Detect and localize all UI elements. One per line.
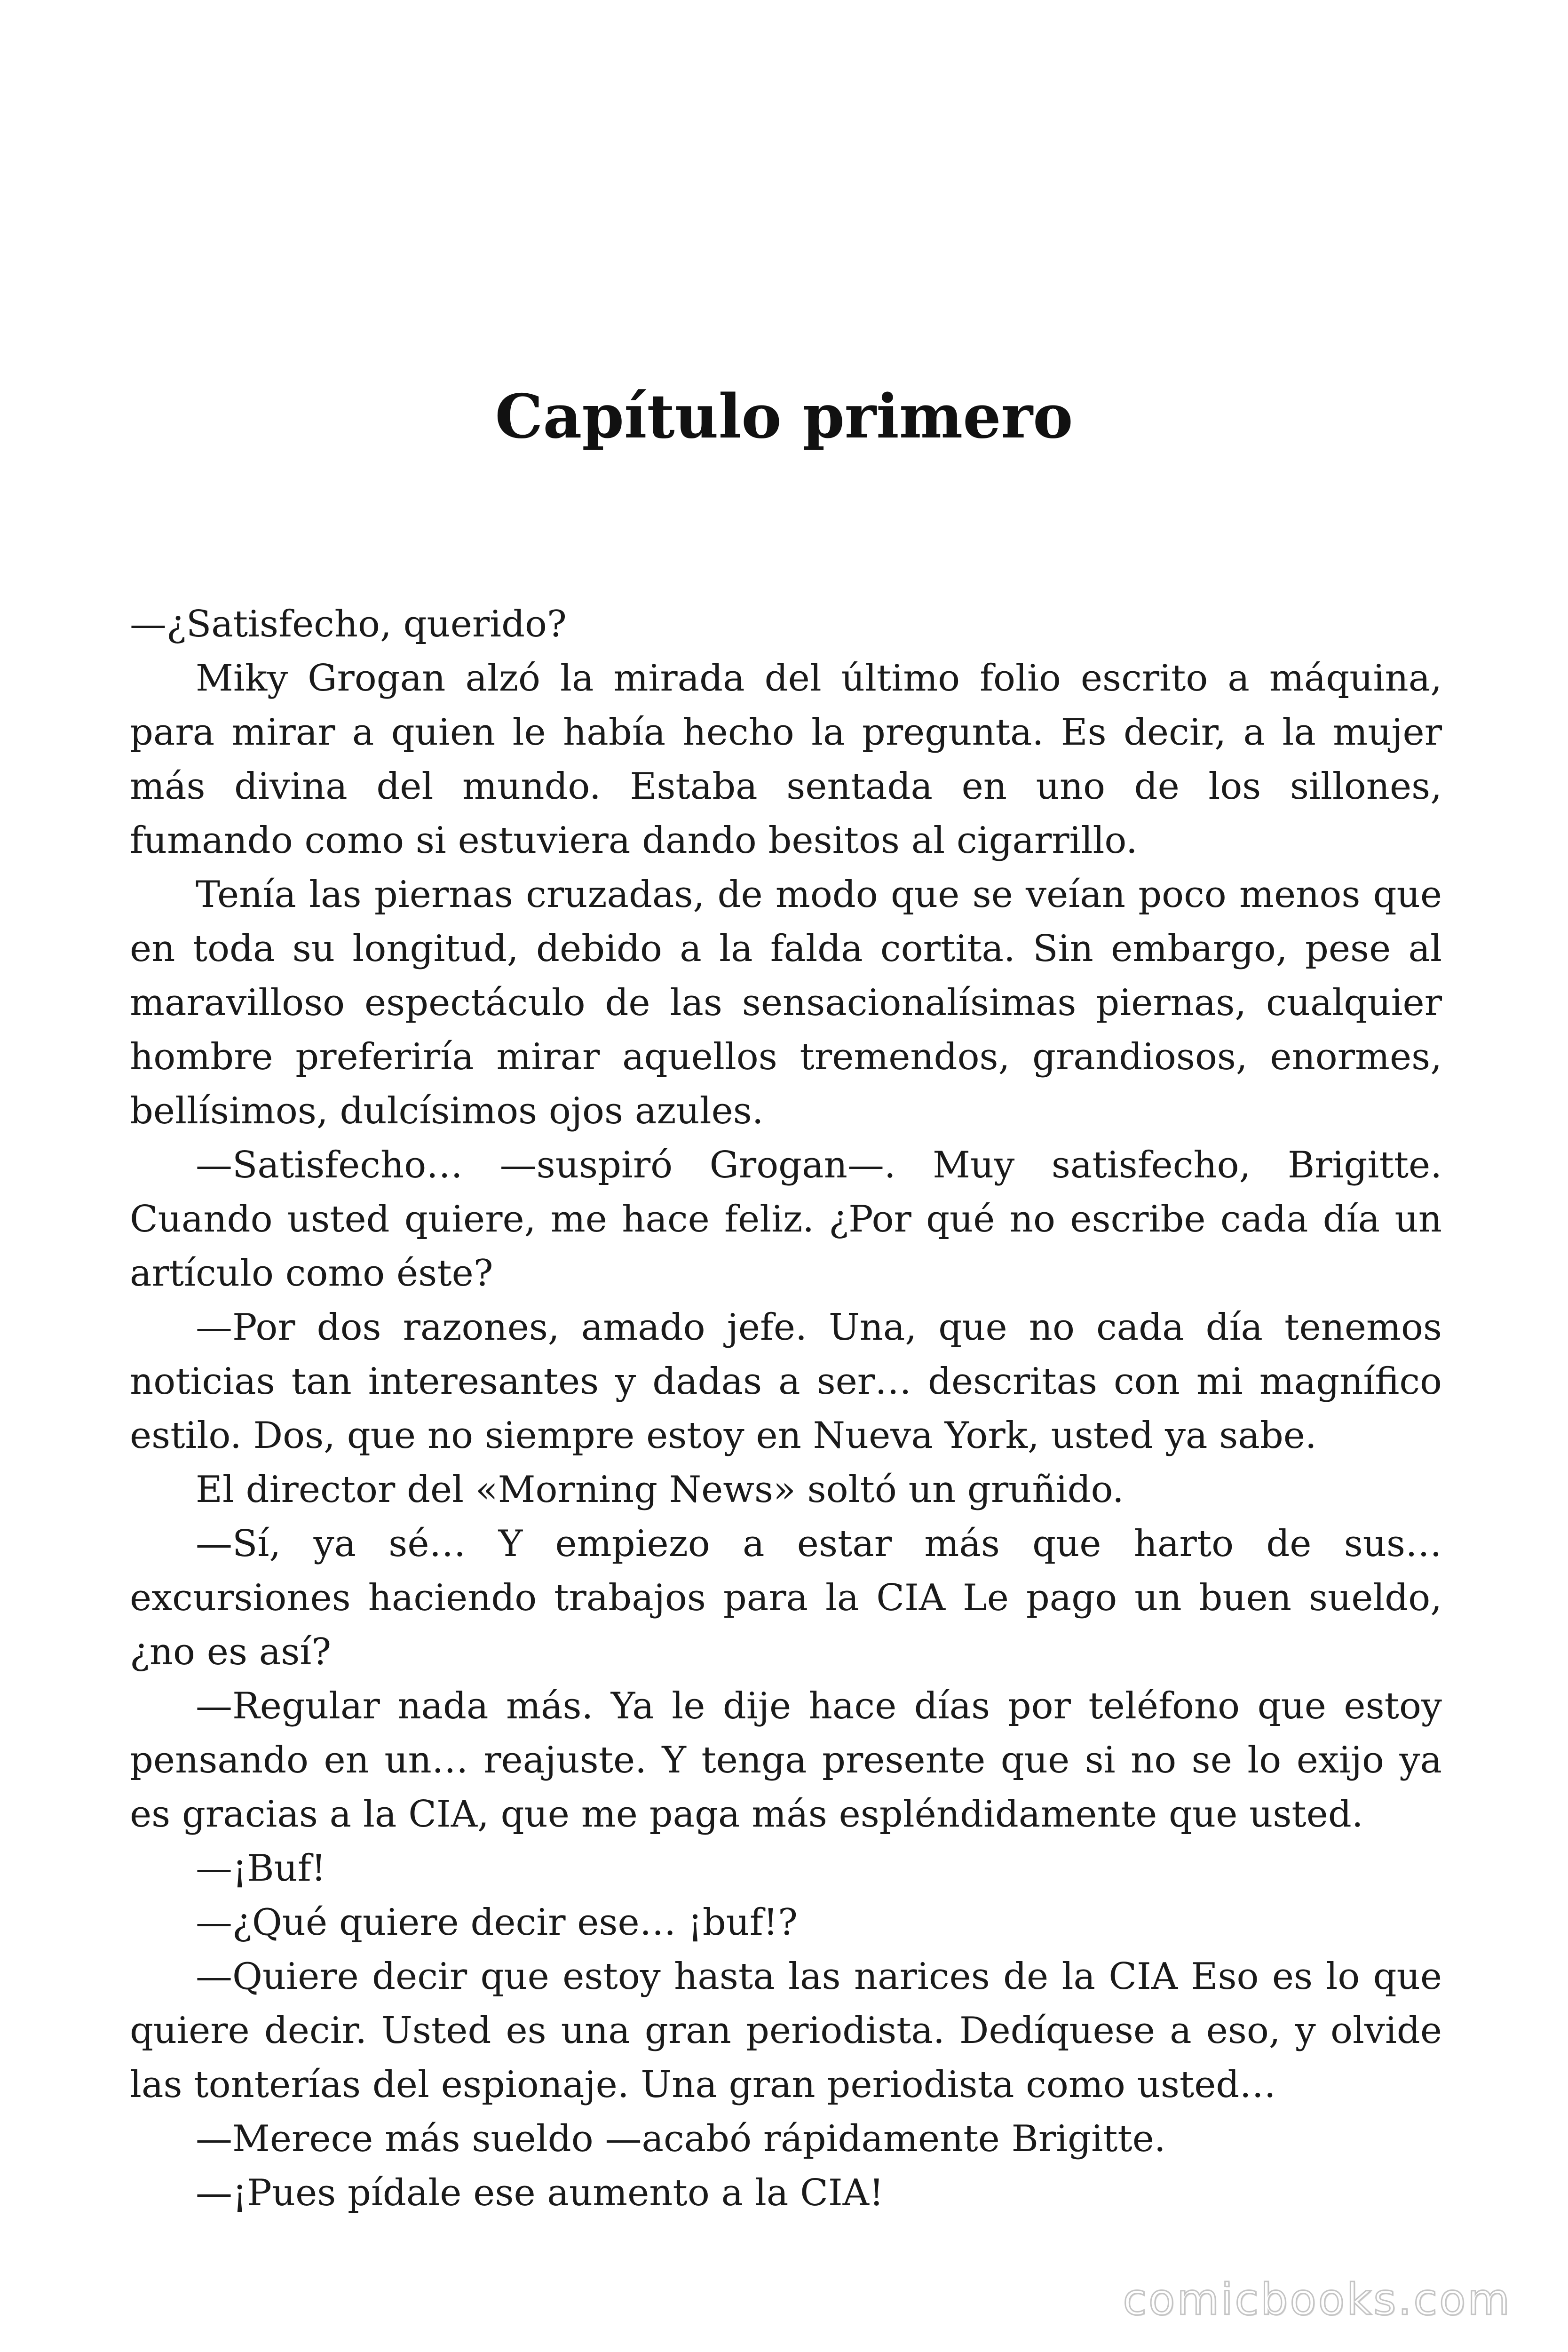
paragraph: —¿Qué quiere decir ese… ¡buf!? <box>196 1901 798 1944</box>
paragraph: —Quiere decir que estoy hasta las narices de la CIA Eso es lo que quiere decir. Usted es una gran periodista. Dedíquese a eso, y olvide las tonterías del espionaje. Una gran periodista como usted… <box>130 1955 1442 2106</box>
paragraph: —Por dos razones, amado jefe. Una, que no cada día tenemos noticias tan interesantes y dadas a ser… descritas con mi magnífico estilo. Dos, que no siempre estoy en Nueva York, usted ya sabe. <box>130 1306 1442 1457</box>
chapter-body <box>130 597 1442 2220</box>
paragraph: —¿Satisfecho, querido? <box>130 603 567 645</box>
paragraph: —Sí, ya sé… Y empiezo a estar más que harto de sus… excursiones haciendo trabajos para la CIA Le pago un buen sueldo, ¿no es así? <box>130 1523 1442 1673</box>
paragraph: —Regular nada más. Ya le dije hace días por teléfono que estoy pensando en un… reajuste. Y tenga presente que si no se lo exijo ya es gracias a la CIA, que me paga más espléndidamente que usted. <box>130 1685 1442 1836</box>
chapter-title: Capítulo primero <box>495 381 1073 452</box>
paragraph: Tenía las piernas cruzadas, de modo que se veían poco menos que en toda su longitud, debido a la falda cortita. Sin embargo, pese al maravilloso espectáculo de las sensacionalísimas piernas, cualquier hombre preferiría mirar aquellos tremendos, grandiosos, enormes, bellísimos, dulcísimos ojos azules. <box>130 874 1442 1132</box>
paragraph: —¡Buf! <box>196 1847 326 1890</box>
paragraph: —¡Pues pídale ese aumento a la CIA! <box>196 2172 884 2214</box>
paragraph: —Satisfecho… —suspiró Grogan—. Muy satisfecho, Brigitte. Cuando usted quiere, me hace feliz. ¿Por qué no escribe cada día un artículo como éste? <box>130 1144 1442 1295</box>
paragraph: Miky Grogan alzó la mirada del último folio escrito a máquina, para mirar a quien le había hecho la pregunta. Es decir, a la mujer más divina del mundo. Estaba sentada en uno de los sillones, fumando como si estuviera dando besitos al cigarrillo. <box>130 657 1442 862</box>
paragraph: El director del «Morning News» soltó un gruñido. <box>196 1469 1124 1511</box>
watermark: comicbooks.com <box>1123 2274 1512 2325</box>
paragraph: —Merece más sueldo —acabó rápidamente Brigitte. <box>196 2118 1166 2160</box>
